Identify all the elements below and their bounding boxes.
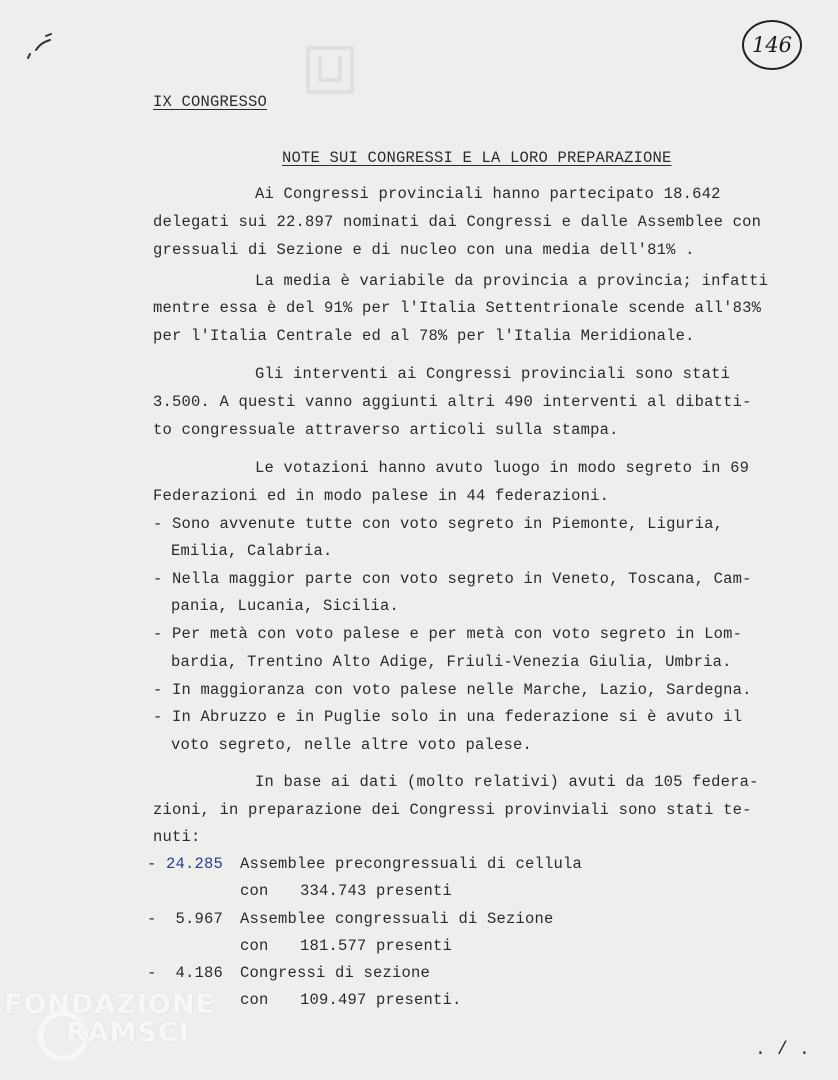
- archive-watermark: [4, 985, 214, 1065]
- page-number-stamp: 146: [742, 20, 802, 70]
- body-line: Federazioni ed in modo palese in 44 federazioni.: [153, 487, 610, 505]
- watermark-line-1: FONDAZIONE: [4, 989, 215, 1020]
- body-line: per l'Italia Centrale ed al 78% per l'Italia Meridionale.: [153, 327, 695, 345]
- list-item: - In maggioranza con voto palese nelle Marche, Lazio, Sardegna.: [153, 681, 752, 699]
- body-line: delegati sui 22.897 nominati dai Congressi e dalle Assemblee con: [153, 213, 762, 231]
- body-line: 3.500. A questi vanno aggiunti altri 490 interventi al dibatti-: [153, 393, 752, 411]
- stat-label: Congressi di sezione: [240, 964, 431, 982]
- list-item-continuation: voto segreto, nelle altre voto palese.: [171, 736, 533, 754]
- body-line: mentre essa è del 91% per l'Italia Settentrionale scende all'83%: [153, 299, 762, 317]
- stat-row: [147, 963, 223, 983]
- body-line: zioni, in preparazione dei Congressi provinviali sono stati te-: [153, 801, 752, 819]
- ink-mark-icon: [24, 30, 60, 62]
- list-item: - Nella maggior parte con voto segreto in Veneto, Toscana, Cam-: [153, 570, 752, 588]
- list-item: - Sono avvenute tutte con voto segreto in Piemonte, Liguria,: [153, 515, 724, 533]
- list-item-continuation: bardia, Trentino Alto Adige, Friuli-Venezia Giulia, Umbria.: [171, 653, 732, 671]
- stat-number: 4.186: [175, 964, 224, 982]
- stat-number: 24.285: [166, 855, 224, 873]
- body-line: to congressuale attraverso articoli sulla stampa.: [153, 421, 619, 439]
- body-line: nuti:: [153, 828, 201, 846]
- stat-con: con: [240, 991, 269, 1009]
- stat-number: 5.967: [175, 910, 224, 928]
- watermark-line-2: RAMSCI: [66, 1017, 190, 1048]
- section-heading: IX CONGRESSO: [153, 93, 268, 111]
- continuation-mark: . / .: [755, 1040, 811, 1060]
- stat-con: con: [240, 937, 269, 955]
- list-item-continuation: Emilia, Calabria.: [171, 542, 333, 560]
- stat-present: 334.743 presenti: [300, 882, 453, 900]
- stat-label: Assemblee congressuali di Sezione: [240, 910, 554, 928]
- body-line: Ai Congressi provinciali hanno partecipato 18.642: [255, 185, 721, 203]
- stat-row: [147, 909, 223, 929]
- stat-prefix: -: [147, 910, 176, 928]
- list-item: - Per metà con voto palese e per metà con voto segreto in Lom-: [153, 625, 743, 643]
- document-title: NOTE SUI CONGRESSI E LA LORO PREPARAZIONE: [282, 149, 672, 167]
- bleed-through-icon: [300, 40, 360, 100]
- stat-prefix: -: [147, 964, 176, 982]
- body-line: Le votazioni hanno avuto luogo in modo segreto in 69: [255, 459, 750, 477]
- body-line: gressuali di Sezione e di nucleo con una media dell'81% .: [153, 241, 695, 259]
- list-item: - In Abruzzo e in Puglie solo in una federazione si è avuto il: [153, 708, 743, 726]
- stat-con: con: [240, 882, 269, 900]
- body-line: La media è variabile da provincia a provincia; infatti: [255, 272, 769, 290]
- stat-present: 109.497 presenti.: [300, 991, 462, 1009]
- stat-label: Assemblee precongressuali di cellula: [240, 855, 583, 873]
- stat-row: [147, 854, 223, 874]
- body-line: Gli interventi ai Congressi provinciali sono stati: [255, 365, 731, 383]
- stat-prefix: -: [147, 855, 167, 873]
- list-item-continuation: pania, Lucania, Sicilia.: [171, 597, 400, 615]
- body-line: In base ai dati (molto relativi) avuti da 105 federa-: [255, 773, 759, 791]
- stat-present: 181.577 presenti: [300, 937, 453, 955]
